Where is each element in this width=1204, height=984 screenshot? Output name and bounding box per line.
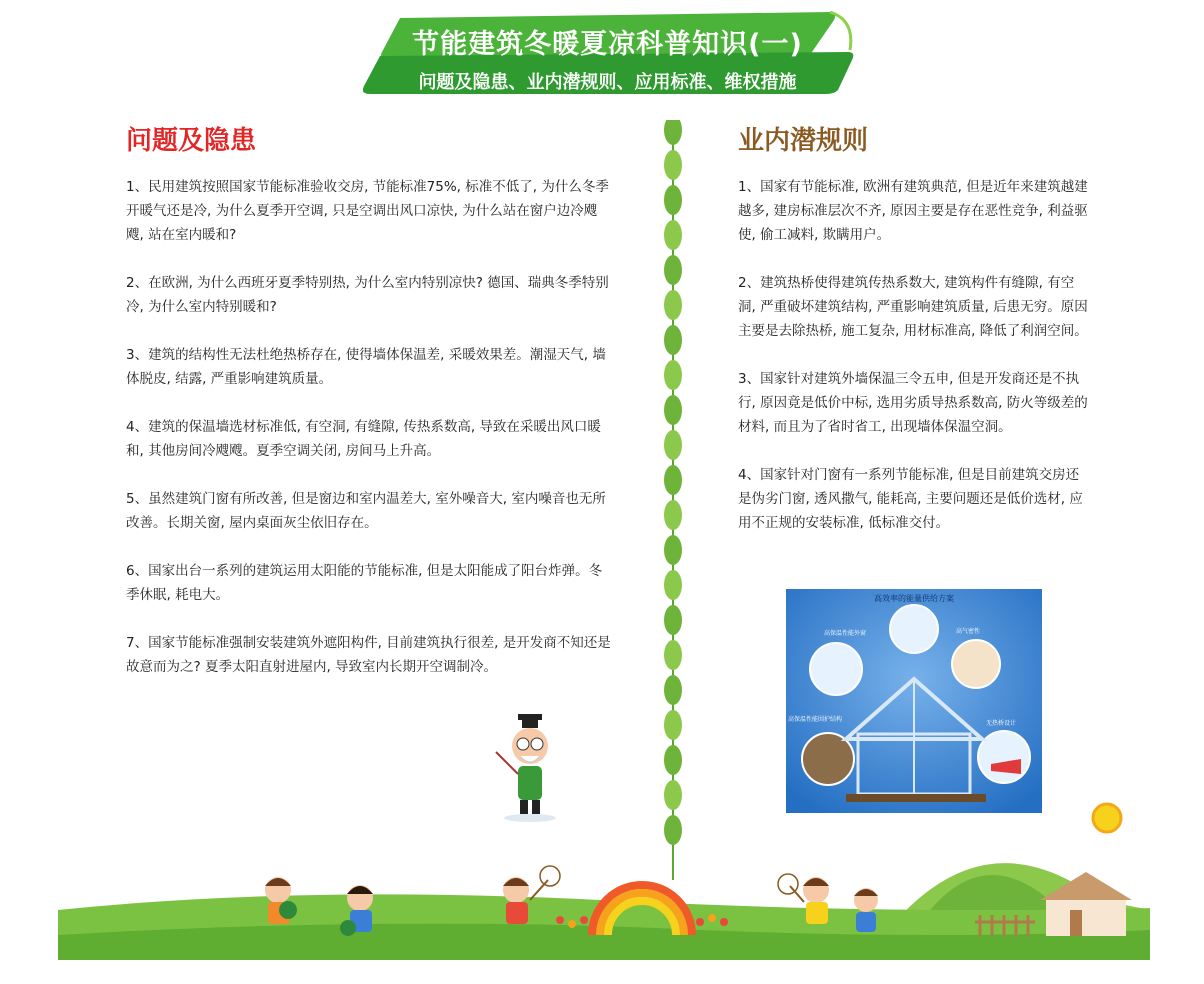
vine-leaf-icon	[664, 120, 682, 145]
leaf-vine-divider	[658, 120, 688, 880]
vine-leaf-icon	[664, 535, 682, 565]
energy-house-diagram	[786, 589, 1042, 813]
diagram-label-envelope: 高保温性能围护结构	[788, 716, 843, 723]
vine-leaf-icon	[664, 675, 682, 705]
problem-item: 4、建筑的保温墙选材标准低, 有空洞, 有缝隙, 传热系数高, 导致在采暖出风口暖和, 其他房间冷飕飕。夏季空调关闭, 房间马上升高。	[126, 419, 601, 459]
vine-leaf-icon	[664, 290, 682, 320]
title-banner	[360, 10, 855, 94]
problem-item: 7、国家节能标准强制安装建筑外遮阳构件, 目前建筑执行很差, 是开发商不知还是故意而为之? 夏季太阳直射进屋内, 导致室内长期开空调制冷。	[126, 635, 611, 675]
vine-leaf-icon	[664, 465, 682, 495]
vine-leaf-icon	[664, 745, 682, 775]
vine-leaf-icon	[664, 570, 682, 600]
vine-leaf-icon	[664, 325, 682, 355]
problem-item: 1、民用建筑按照国家节能标准验收交房, 节能标准75%, 标准不低了, 为什么冬季开暖气还是冷, 为什么夏季开空调, 只是空调出风口凉快, 为什么站在窗户边冷飕飕, 站在室内暖和?	[126, 179, 609, 243]
banner-title: 节能建筑冬暖夏凉科普知识(一)	[412, 29, 803, 60]
problem-item: 5、虽然建筑门窗有所改善, 但是窗边和室内温差大, 室外噪音大, 室内噪音也无所改善。长期关窗, 屋内桌面灰尘依旧存在。	[126, 491, 606, 531]
problem-item: 3、建筑的结构性无法杜绝热桥存在, 使得墙体保温差, 采暖效果差。潮湿天气, 墙体脱皮, 结露, 严重影响建筑质量。	[126, 347, 606, 387]
vine-leaf-icon	[664, 605, 682, 635]
diagram-label-no-bridge: 无热桥设计	[986, 720, 1017, 727]
sun-icon	[1093, 804, 1121, 832]
rules-heading: 业内潜规则	[738, 126, 869, 156]
problems-section	[126, 120, 614, 703]
ground-scenery	[0, 790, 1204, 984]
vine-leaf-icon	[664, 150, 682, 180]
vine-leaf-icon	[664, 360, 682, 390]
vine-leaf-icon	[664, 395, 682, 425]
rule-item: 2、建筑热桥使得建筑传热系数大, 建筑构件有缝隙, 有空洞, 严重破坏建筑结构, 严重影响建筑质量, 后患无穷。原因主要是去除热桥, 施工复杂, 用材标准高, 降低了利润空间。	[738, 275, 1088, 339]
vine-leaf-icon	[664, 430, 682, 460]
rule-item: 3、国家针对建筑外墙保温三令五申, 但是开发商还是不执行, 原因竟是低价中标, 选用劣质导热系数高, 防火等级差的材料, 而且为了省时省工, 出现墙体保温空洞。	[738, 371, 1088, 435]
problem-item: 6、国家出台一系列的建筑运用太阳能的节能标准, 但是太阳能成了阳台炸弹。冬季休眠, 耗电大。	[126, 563, 603, 603]
diagram-title: 高效率的能量供给方案	[874, 594, 954, 603]
vine-leaf-icon	[664, 640, 682, 670]
diagram-label-airtight: 高气密性	[956, 628, 981, 635]
rules-section	[738, 120, 1088, 559]
problems-heading: 问题及隐患	[126, 126, 257, 156]
vine-leaf-icon	[664, 710, 682, 740]
rule-item: 1、国家有节能标准, 欧洲有建筑典范, 但是近年来建筑越建越多, 建房标准层次不齐, 原因主要是存在恶性竞争, 利益驱使, 偷工减料, 欺瞒用户。	[738, 179, 1088, 243]
problem-item: 2、在欧洲, 为什么西班牙夏季特别热, 为什么室内特别凉快? 德国、瑞典冬季特别冷, 为什么室内特别暖和?	[126, 275, 609, 315]
diagram-label-windows: 高保温性能外窗	[824, 630, 867, 637]
vine-leaf-icon	[664, 255, 682, 285]
banner-subtitle: 问题及隐患、业内潜规则、应用标准、维权措施	[418, 72, 797, 93]
vine-leaf-icon	[664, 185, 682, 215]
vine-leaf-icon	[664, 220, 682, 250]
vine-leaf-icon	[664, 500, 682, 530]
rule-item: 4、国家针对门窗有一系列节能标准, 但是目前建筑交房还是伪劣门窗, 透风撒气, 能耗高, 主要问题还是低价选材, 应用不正规的安装标准, 低标准交付。	[738, 467, 1083, 531]
